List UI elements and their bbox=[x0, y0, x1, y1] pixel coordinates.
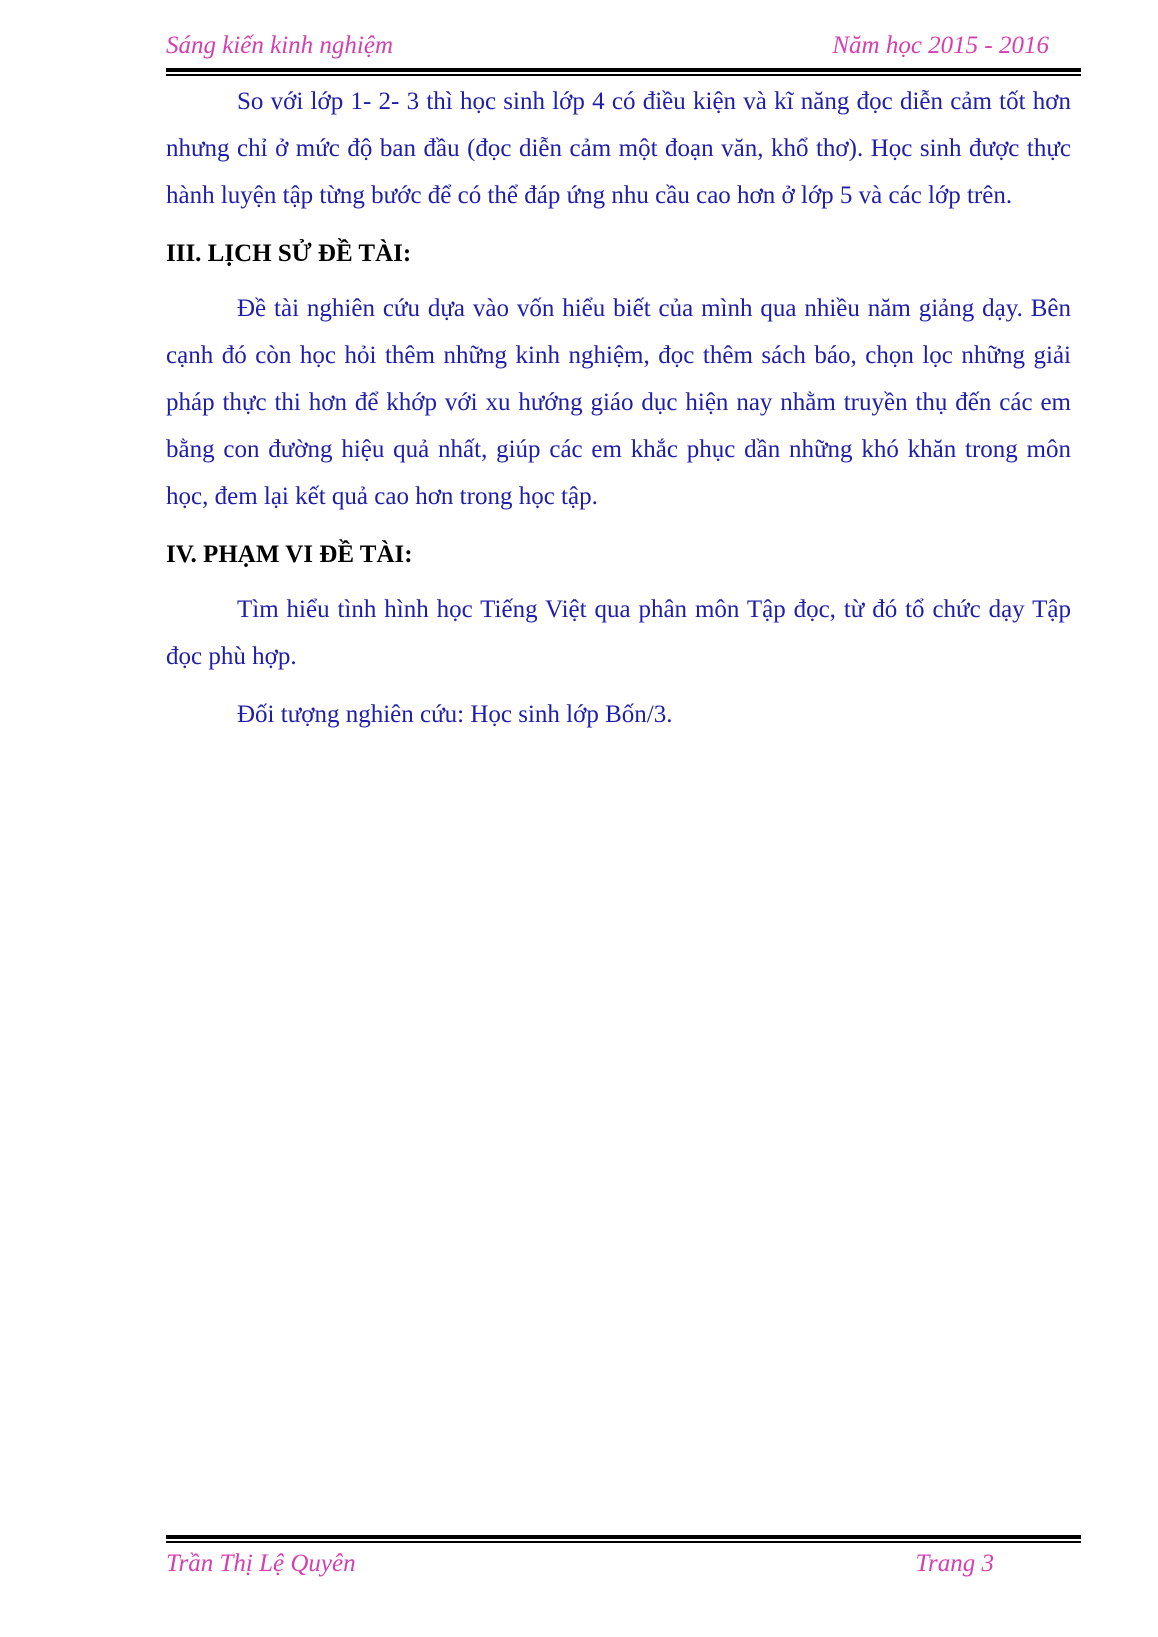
header-document-title: Sáng kiến kinh nghiệm bbox=[166, 32, 394, 59]
paragraph-reading-skills: So với lớp 1- 2- 3 thì học sinh lớp 4 có điều kiện và kĩ năng đọc diễn cảm tốt hơn nhưng chỉ ở mức độ ban đầu (đọc diễn cảm một đoạn văn, khổ thơ). Học sinh được thực hành luyện tập từng bước để có thể đáp ứng nhu cầu cao hơn ở lớp 5 và các lớp trên. bbox=[166, 88, 1071, 209]
header-rule-thin bbox=[166, 74, 1081, 76]
footer-rule-thick bbox=[166, 1535, 1081, 1539]
page-content bbox=[166, 78, 1071, 749]
paragraph-scope: Tìm hiểu tình hình học Tiếng Việt qua phân môn Tập đọc, từ đó tổ chức dạy Tập đọc phù hợp. bbox=[166, 596, 1071, 670]
footer-author: Trần Thị Lệ Quyên bbox=[166, 1550, 356, 1577]
header-school-year: Năm học 2015 - 2016 bbox=[832, 32, 1049, 59]
page-header bbox=[166, 30, 1081, 66]
footer-page-number: Trang 3 bbox=[915, 1550, 994, 1577]
page-footer bbox=[166, 1550, 1081, 1586]
section-heading-scope: IV. PHẠM VI ĐỀ TÀI: bbox=[166, 541, 413, 568]
header-rule bbox=[166, 68, 1081, 76]
paragraph-research-subject: Đối tượng nghiên cứu: Học sinh lớp Bốn/3. bbox=[237, 701, 673, 728]
footer-rule bbox=[166, 1535, 1081, 1543]
paragraph-history: Đề tài nghiên cứu dựa vào vốn hiểu biết của mình qua nhiều năm giảng dạy. Bên cạnh đó còn học hỏi thêm những kinh nghiệm, đọc thêm sách báo, chọn lọc những giải pháp thực thi hơn để khớp với xu hướng giáo dục hiện nay nhằm truyền thụ đến các em bằng con đường hiệu quả nhất, giúp các em khắc phục dần những khó khăn trong môn học, đem lại kết quả cao hơn trong học tập. bbox=[166, 295, 1071, 510]
header-rule-thick bbox=[166, 68, 1081, 72]
section-heading-history: III. LỊCH SỬ ĐỀ TÀI: bbox=[166, 240, 412, 267]
footer-rule-thin bbox=[166, 1541, 1081, 1543]
